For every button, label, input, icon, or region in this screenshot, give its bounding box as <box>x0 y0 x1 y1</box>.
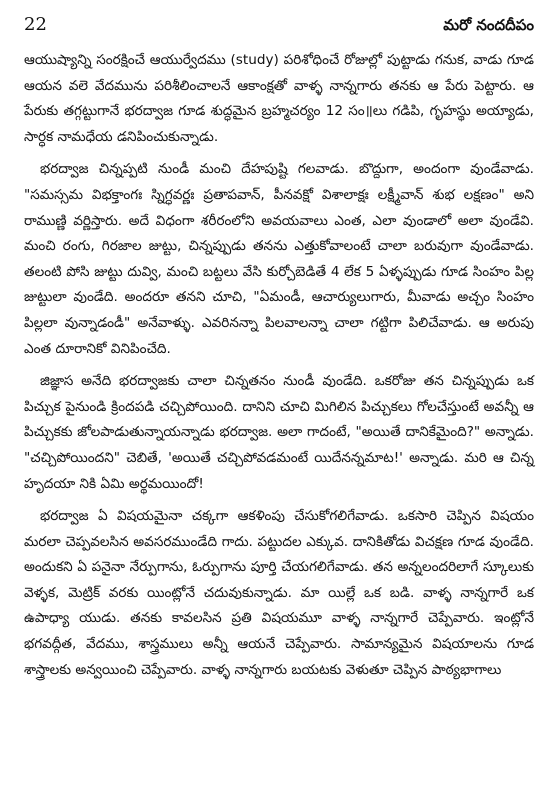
paragraph-2: భరద్వాజ చిన్నప్పటి నుండీ మంచి దేహపుష్టి గలవాడు. బొద్దుగా, అందంగా వుండేవాడు. "సమస్సమ విభక్తాంగః స్నిగ్ధవర్ణః ప్రతాపవాన్, పీనవక్షో విశాలాక్షః లక్ష్మీవాన్ శుభ లక్షణం" అని రాముణ్ణి వర్ణిస్తారు. అదే విధంగా శరీరంలోని అవయవాలు ఎంత, ఎలా వుండాలో అలా వుండేవి. మంచి రంగు, గిరజాల జుట్టు, చిన్నప్పుడు తనను ఎత్తుకోవాలంటే చాలా బరువుగా వుండేవాడు. తలంటి పోసి జుట్టు దువ్వి, మంచి బట్టలు వేసి కుర్చోబెడితే 4 లేక 5 ఏళ్ళప్పుడు గూడ సింహం పిల్ల జుట్టులా వుండేది. అందరూ తనని చూచి, "ఏమండీ, ఆచార్యులుగారు, మీవాడు అచ్చం సింహం పిల్లలా వున్నాడండీ" అనేవాళ్ళు. ఎవరినన్నా పిలవాలన్నా చాలా గట్టిగా పిలిచేవాడు. ఆ అరుపు ఎంత దూరానికో వినిపించేది. <box>24 161 534 357</box>
paragraph-3: జిజ్ఞాస అనేది భరద్వాజకు చాలా చిన్నతనం నుండీ వుండేది. ఒకరోజు తన చిన్నప్పుడు ఒక పిచ్చుక పైనుండి క్రిందపడి చచ్చిపోయింది. దానిని చూచి మిగిలిన పిచ్చుకలు గోలచేస్తుంటే అవన్నీ ఆ పిచ్చుకకు జోలపాడుతున్నాయన్నాడు భరద్వాజ. అలా గాదంటే, "అయితే దానికేమైంది?" అన్నాడు. "చచ్చిపోయిందని" చెబితే, 'అయితే చచ్చిపోవడమంటే యిదేనన్నమాట!' అన్నాడు. మరి ఆ చిన్న హృదయా నికి ఏమి అర్థమయిందో! <box>24 373 534 492</box>
page-number: 22 <box>24 14 47 35</box>
running-title: మరో నందదీపం <box>443 16 534 34</box>
body-text <box>24 48 534 683</box>
page-header <box>24 14 534 48</box>
paragraph-4: భరద్వాజ ఏ విషయమైనా చక్కగా ఆకళింపు చేసుకోగలిగేవాడు. ఒకసారి చెప్పిన విషయం మరలా చెప్పవలసిన అవసరముండేది గాదు. పట్టుదల ఎక్కువ. దానికితోడు విచక్షణ గూడ వుండేది. అందుకని ఏ పనైనా నేర్పుగాను, ఓర్పుగాను పూర్తి చేయగలిగేవాడు. తన అన్నలందరిలాగే స్కూలుకు వెళ్ళక, మెట్రిక్ వరకు యింట్లోనే చదువుకున్నాడు. మా యిల్లే ఒక బడి. వాళ్ళ నాన్నగారే ఒక ఉపాధ్యా యుడు. తనకు కావలసిన ప్రతి విషయమూ వాళ్ళ నాన్నగారే చెప్పేవారు. ఇంట్లోనే భగవద్గీత, వేదము, శాస్త్రములు అన్నీ ఆయనే చెప్పేవారు. సామాన్యమైన విషయాలను గూడ శాస్త్రాలకు అన్వయించి చెప్పేవారు. వాళ్ళ నాన్నగారు బయటకు వెళుతూ చెప్పిన పాఠ్యభాగాలు <box>24 508 534 678</box>
paragraph-1: ఆయుష్యాన్ని సంరక్షించే ఆయుర్వేదము (study) పరిశోధించే రోజుల్లో పుట్టాడు గనుక, వాడు గూడ ఆయన వలె వేదమును పరిశీలించాలనే ఆకాంక్షతో వాళ్ళ నాన్నగారు తనకు ఆ పేరు పెట్టారు. ఆ పేరుకు తగ్గట్టుగానే భరద్వాజ గూడ శుద్ధమైన బ్రహ్మచర్యం 12 సం॥లు గడిపి, గృహస్థు అయ్యాడు, సార్ధక నామధేయ డనిపించుకున్నాడు. <box>24 52 534 145</box>
